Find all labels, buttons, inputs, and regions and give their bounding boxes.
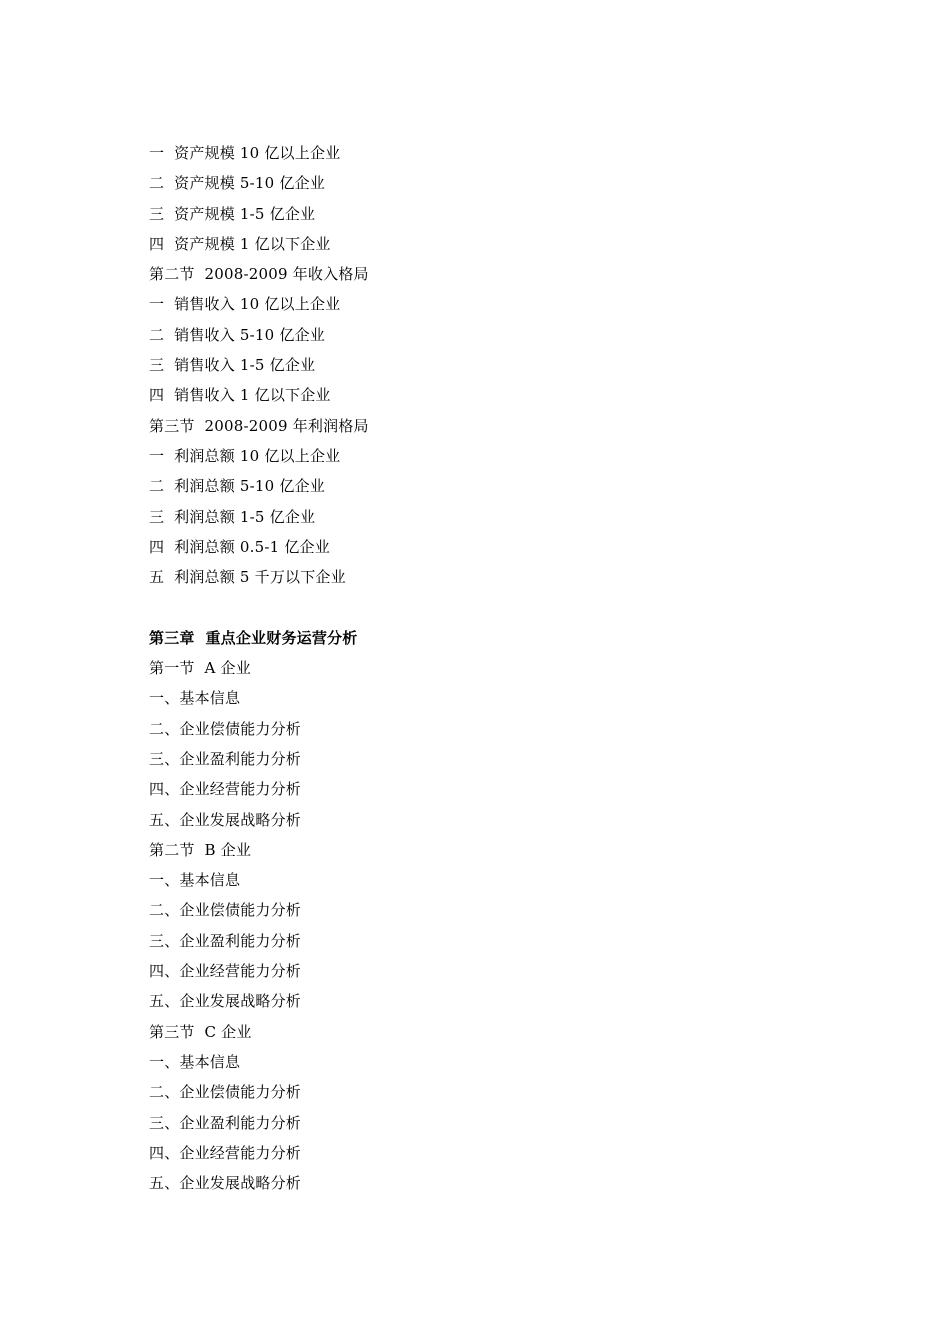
toc-item: 四、企业经营能力分析 [149,1143,302,1162]
toc-section-heading: 第一节 A 企业 [149,659,251,678]
toc-item: 四 利润总额 0.5-1 亿企业 [149,537,330,556]
toc-item: 一、基本信息 [149,689,241,708]
toc-item: 五、企业发展战略分析 [149,1174,302,1193]
toc-item: 五、企业发展战略分析 [149,992,302,1011]
toc-section-heading: 第二节 B 企业 [149,840,252,859]
toc-item: 三 资产规模 1-5 亿企业 [149,204,316,223]
toc-section-chapter3-items [149,653,849,1198]
toc-item: 一 资产规模 10 亿以上企业 [149,144,341,162]
chapter-title: 第三章 重点企业财务运营分析 [149,628,358,647]
toc-item: 三、企业盈利能力分析 [149,931,302,950]
toc-section-chapter2-items [149,138,849,592]
toc-item: 二、企业偿债能力分析 [149,901,302,920]
toc-item: 四 销售收入 1 亿以下企业 [149,386,331,405]
toc-item: 二、企业偿债能力分析 [149,1083,302,1102]
toc-item: 三、企业盈利能力分析 [149,749,302,768]
toc-item: 一、基本信息 [149,1052,241,1071]
toc-item: 二 利润总额 5-10 亿企业 [149,477,325,496]
toc-section-heading: 第三节 2008-2009 年利润格局 [149,416,369,435]
toc-item: 三 利润总额 1-5 亿企业 [149,507,316,526]
toc-item: 四、企业经营能力分析 [149,962,302,981]
toc-item: 二、企业偿债能力分析 [149,719,302,738]
toc-item: 二 销售收入 5-10 亿企业 [149,325,325,344]
toc-item: 五、企业发展战略分析 [149,810,302,829]
blank-line [149,592,849,622]
toc-item: 二 资产规模 5-10 亿企业 [149,174,325,193]
toc-section-heading: 第三节 C 企业 [149,1022,252,1041]
toc-item: 三 销售收入 1-5 亿企业 [149,356,316,375]
toc-item: 五 利润总额 5 千万以下企业 [149,568,346,587]
toc-item: 四、企业经营能力分析 [149,780,302,799]
toc-item: 一 销售收入 10 亿以上企业 [149,295,341,314]
document-page [149,138,849,1198]
toc-item: 四 资产规模 1 亿以下企业 [149,234,331,253]
toc-item: 一、基本信息 [149,871,241,890]
toc-item: 三、企业盈利能力分析 [149,1113,302,1132]
toc-item: 一 利润总额 10 亿以上企业 [149,446,341,465]
toc-section-heading: 第二节 2008-2009 年收入格局 [149,265,369,284]
